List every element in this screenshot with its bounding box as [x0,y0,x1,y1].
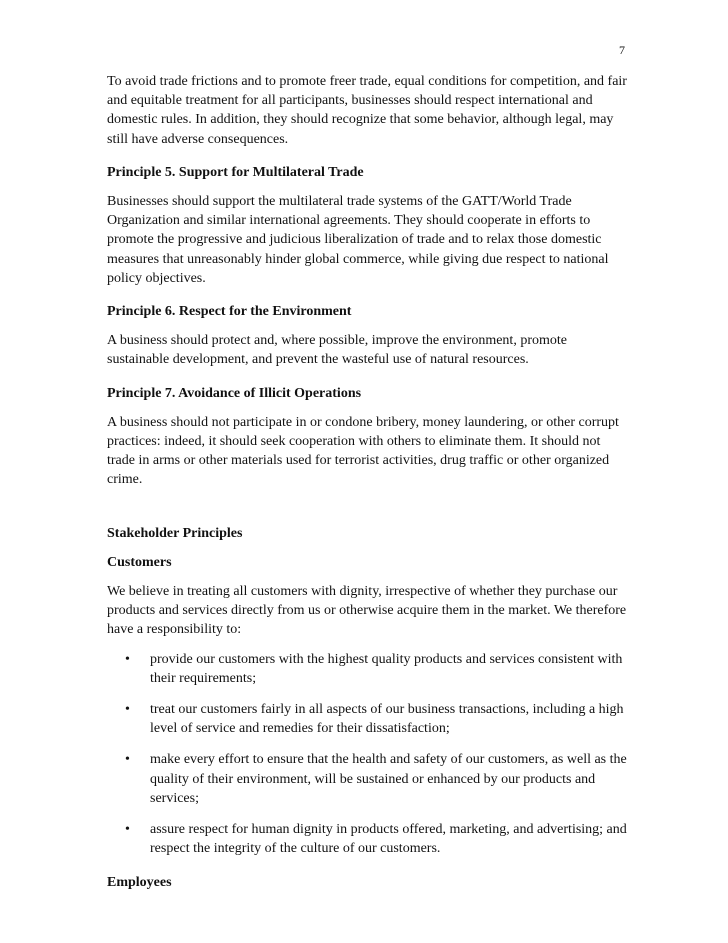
list-item [107,750,627,808]
bullet-icon: • [125,752,130,768]
principle-5-heading: Principle 5. Support for Multilateral Trade [107,164,364,180]
principle-5-body: Businesses should support the multilateral trade systems of the GATT/World Trade Organization and similar international agreements. They should cooperate in efforts to promote the progressive and judicious liberalization of trade and to relax those domestic measures that unreasonably hinder global commerce, while giving due respect to national policy objectives. [107,194,609,286]
intro-paragraph: To avoid trade frictions and to promote freer trade, equal conditions for competition, and fair and equitable treatment for all participants, businesses should respect international and domestic rules. In addition, they should recognize that some behavior, although legal, may still have adverse consequences. [107,74,627,147]
customers-heading: Customers [107,554,172,570]
bullet-icon: • [125,651,130,667]
bullet-icon: • [125,702,130,718]
principle-7-heading: Principle 7. Avoidance of Illicit Operations [107,385,362,401]
employees-heading: Employees [107,874,172,890]
list-item-text: provide our customers with the highest quality products and services consistent with their requirements; [150,651,623,686]
list-item [107,820,627,858]
bullet-icon: • [125,822,130,838]
principle-6-heading: Principle 6. Respect for the Environment [107,304,352,320]
document-body [107,72,627,892]
customers-intro: We believe in treating all customers with dignity, irrespective of whether they purchase our products and services directly from us or otherwise acquire them in the market. We therefore have a responsibility to: [107,584,627,638]
list-item-text: make every effort to ensure that the health and safety of our customers, as well as the quality of their environment, will be sustained or enhanced by our products and services; [150,752,627,806]
list-item-text: treat our customers fairly in all aspects of our business transactions, including a high level of service and remedies for their dissatisfaction; [150,702,624,737]
stakeholder-principles-heading: Stakeholder Principles [107,525,243,541]
page-number: 7 [619,43,625,57]
principle-6-body: A business should protect and, where possible, improve the environment, promote sustainable development, and prevent the wasteful use of natural resources. [107,333,567,368]
principle-7-body: A business should not participate in or condone bribery, money laundering, or other corrupt practices: indeed, it should seek cooperation with others to eliminate them. It should not trade in arms or other materials used for terrorist activities, drug traffic or other organized crime. [107,414,619,488]
list-item [107,650,627,688]
list-item-text: assure respect for human dignity in products offered, marketing, and advertising; and respect the integrity of the culture of our customers. [150,822,627,857]
customer-responsibilities-list [107,650,627,859]
list-item [107,700,627,738]
